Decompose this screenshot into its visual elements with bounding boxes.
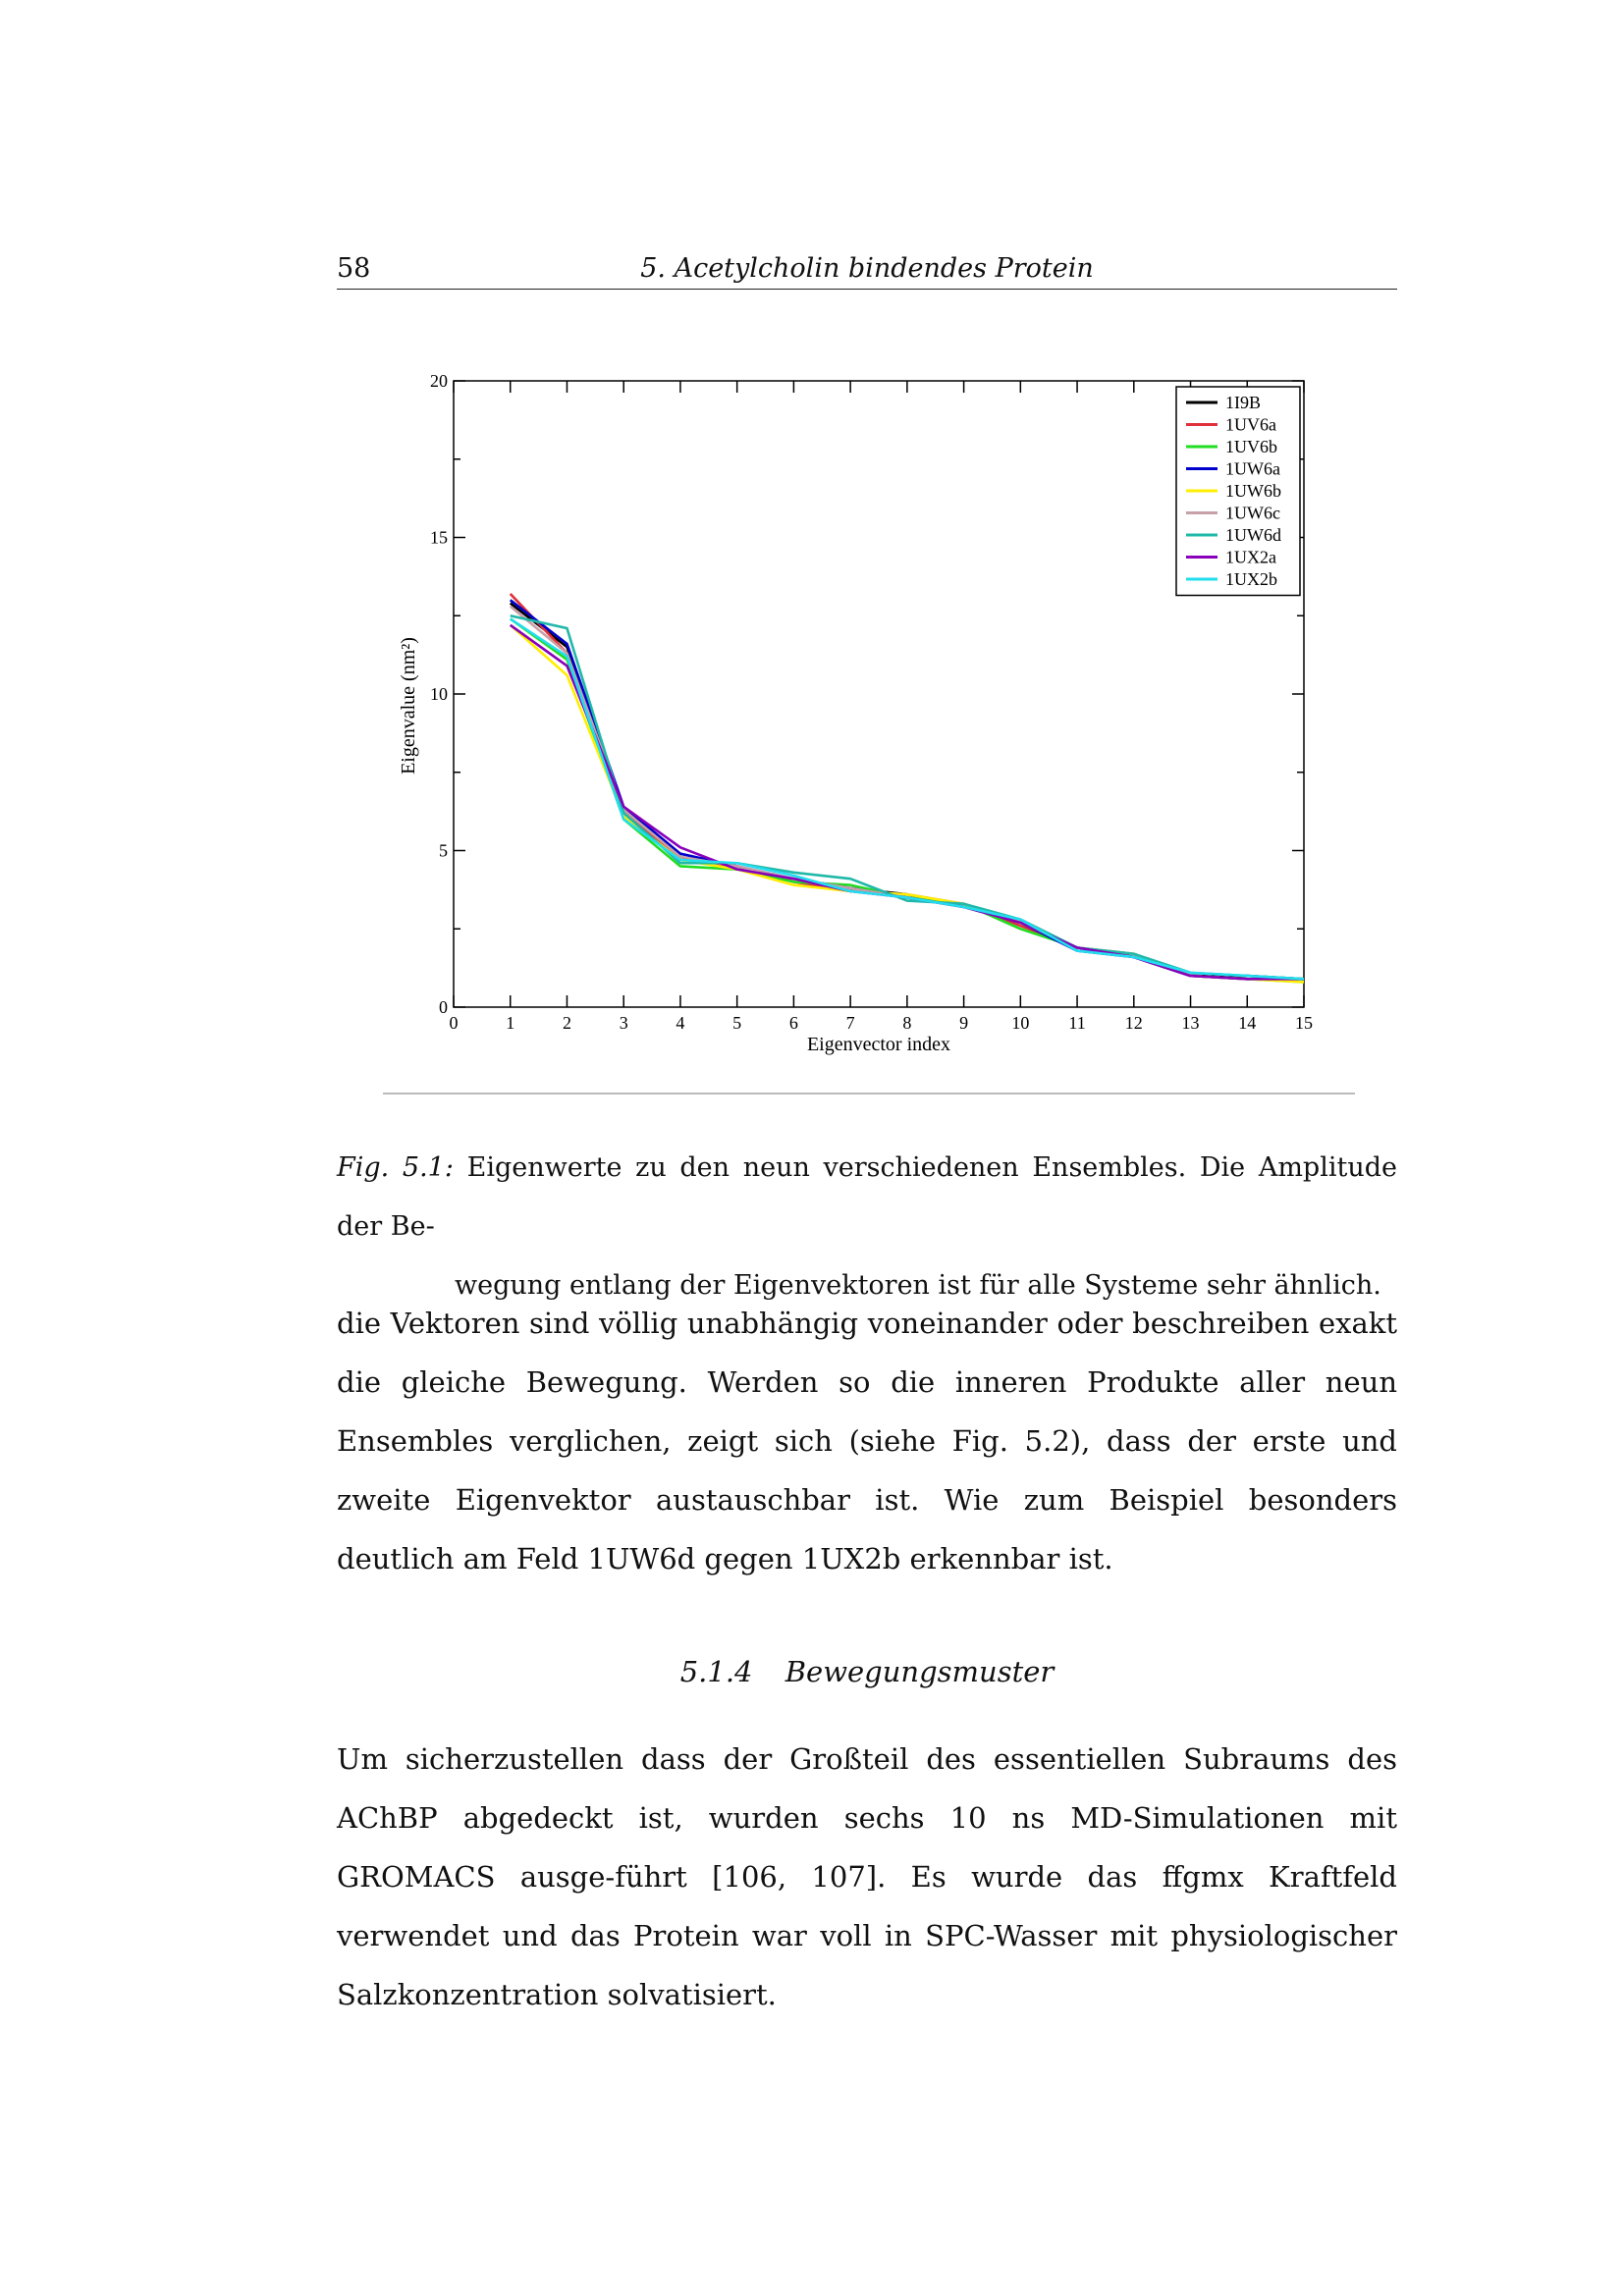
x-tick-label: 11 <box>1068 1013 1086 1033</box>
legend-label: 1UX2b <box>1225 569 1277 589</box>
x-tick-label: 0 <box>449 1013 459 1033</box>
x-tick-label: 7 <box>845 1013 855 1033</box>
caption-text-line1: Eigenwerte zu den neun verschiedenen Ensembles. Die Amplitude der Be- <box>337 1152 1397 1242</box>
eigenvalue-chart <box>383 347 1355 1095</box>
caption-label: Fig. 5.1: <box>337 1152 454 1183</box>
figure-caption <box>337 1139 1397 1315</box>
x-tick-label: 1 <box>506 1013 515 1033</box>
legend-label: 1I9B <box>1225 393 1261 412</box>
x-tick-label: 12 <box>1124 1013 1143 1033</box>
x-tick-label: 5 <box>732 1013 742 1033</box>
paragraph-eigenvectors: die Vektoren sind völlig unabhängig voneinander oder beschreiben exakt die gleiche Bewegung. Werden so die inneren Produkte aller neun Ensembles verglichen, zeigt sich (siehe Fig. 5.2), dass der erste und zweite Eigenvektor austauschbar ist. Wie zum Beispiel besonders deutlich am Feld 1UW6d gegen 1UX2b erkennbar ist. <box>337 1307 1397 1575</box>
y-tick-label: 15 <box>430 527 448 548</box>
y-tick-label: 20 <box>430 371 448 391</box>
x-tick-label: 9 <box>959 1013 969 1033</box>
x-tick-label: 2 <box>562 1013 571 1033</box>
x-tick-label: 6 <box>788 1013 798 1033</box>
running-title: 5. Acetylcholin bindendes Protein <box>640 253 1094 284</box>
x-tick-label: 8 <box>902 1013 912 1033</box>
section-title: Bewegungsmuster <box>784 1655 1055 1688</box>
paragraph-md-simulations: Um sicherzustellen dass der Großteil des essentiellen Subraums des AChBP abgedeckt ist, wurden sechs 10 ns MD-Simulationen mit GROMACS ausge-führt [106, 107]. Es wurde das ffgmx Kraftfeld verwendet und das Protein war voll in SPC-Wasser mit physiologischer Salzkonzentration solvatisiert. <box>337 1742 1397 2011</box>
legend-label: 1UV6a <box>1225 414 1276 435</box>
legend-label: 1UW6d <box>1225 525 1281 545</box>
x-tick-label: 13 <box>1181 1013 1200 1033</box>
figure-separator <box>383 1093 1355 1095</box>
x-axis-label: Eigenvector index <box>806 1034 951 1055</box>
y-axis-label: Eigenvalue (nm²) <box>398 637 419 774</box>
legend-label: 1UV6b <box>1225 437 1277 456</box>
x-tick-label: 14 <box>1238 1013 1257 1033</box>
caption-text-line2: wegung entlang der Eigenvektoren ist für alle Systeme sehr ähnlich. <box>455 1270 1381 1301</box>
x-tick-label: 15 <box>1295 1013 1313 1033</box>
x-tick-label: 10 <box>1011 1013 1030 1033</box>
x-tick-label: 3 <box>619 1013 628 1033</box>
legend-label: 1UW6a <box>1225 458 1280 479</box>
y-tick-label: 0 <box>439 997 448 1017</box>
section-number: 5.1.4 <box>679 1655 753 1688</box>
section-heading <box>337 1655 1397 1688</box>
y-tick-label: 10 <box>430 684 448 704</box>
legend-label: 1UX2a <box>1225 547 1276 567</box>
page-header <box>337 247 1397 290</box>
legend-label: 1UW6c <box>1225 503 1280 523</box>
legend-label: 1UW6b <box>1225 481 1281 501</box>
x-tick-label: 4 <box>676 1013 685 1033</box>
y-tick-label: 5 <box>439 840 448 861</box>
page-number: 58 <box>337 253 371 284</box>
figure-eigenvalues <box>383 347 1355 1095</box>
